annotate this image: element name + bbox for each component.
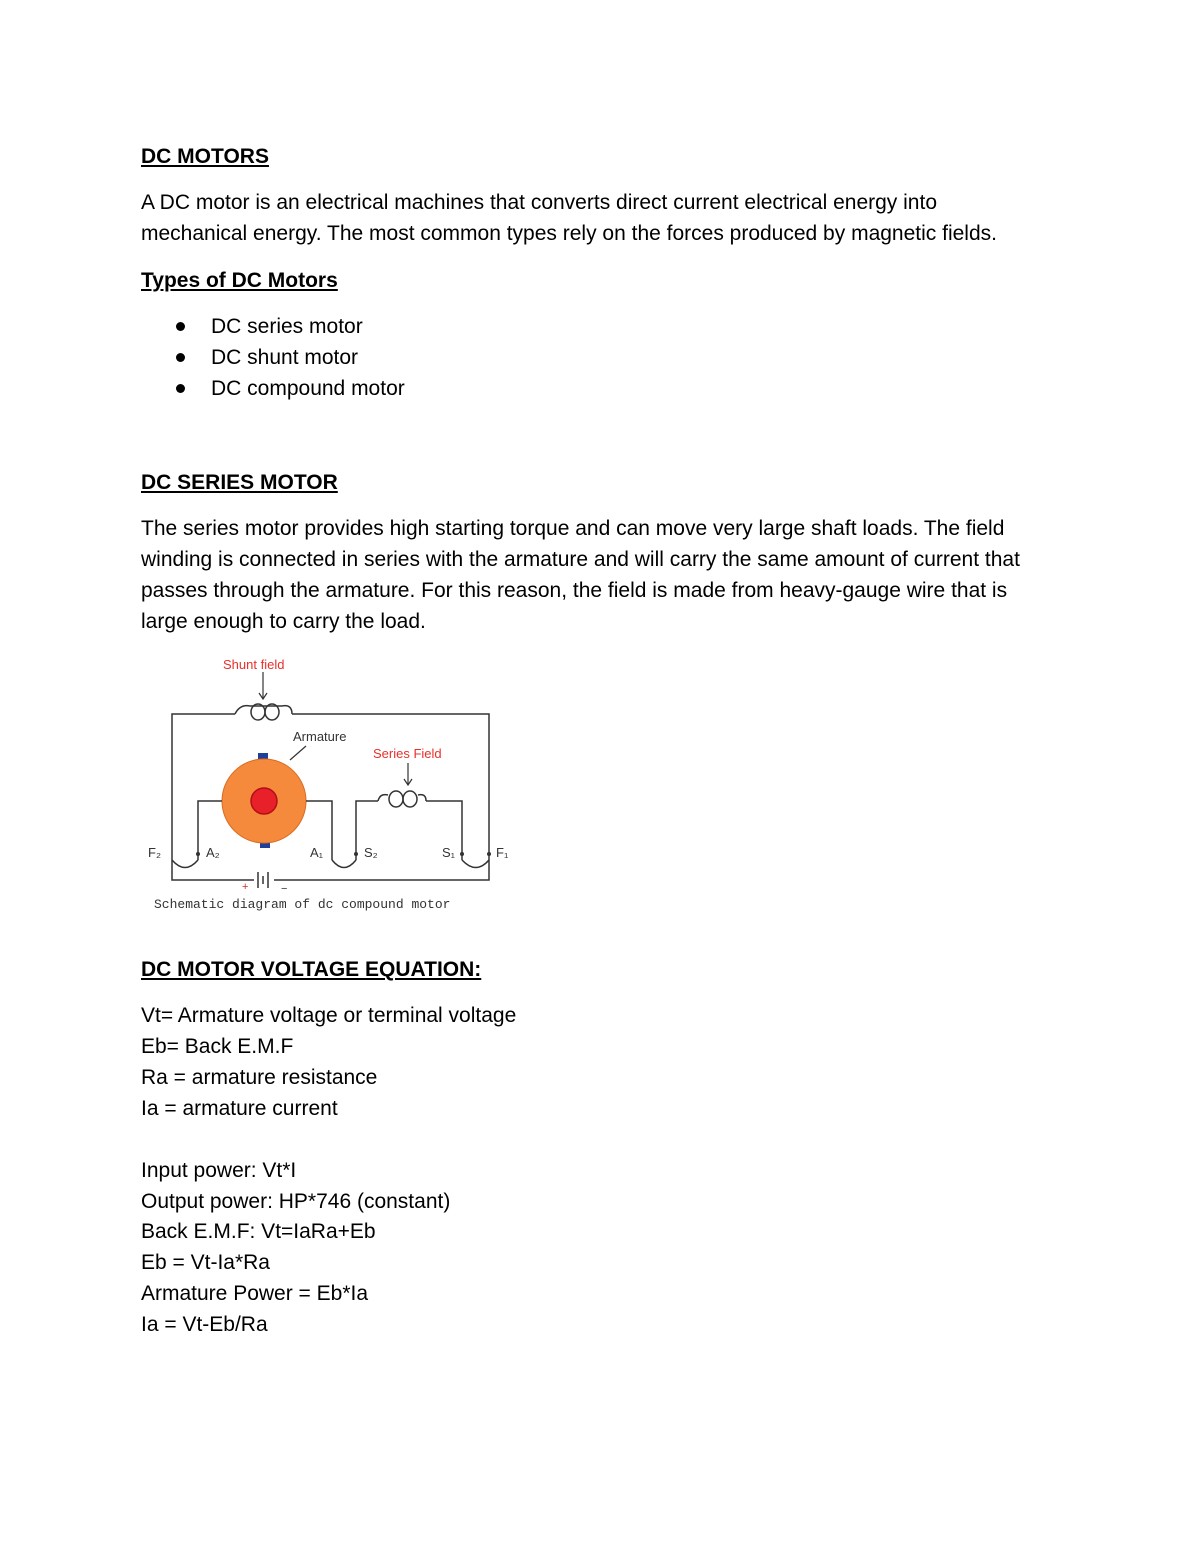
list-item-text: DC shunt motor <box>211 346 359 369</box>
definition-ia: Ia = armature current <box>141 1097 338 1120</box>
battery-minus: − <box>281 883 288 895</box>
list-item-text: DC series motor <box>211 315 363 338</box>
terminal-s1: S₁ <box>442 845 456 860</box>
armature-label: Armature <box>293 729 347 744</box>
terminal-dot <box>196 852 200 856</box>
compound-motor-diagram <box>140 650 520 925</box>
series-paragraph-line-3: passes through the armature. For this reason, the field is made from heavy-gauge wire that is <box>141 579 1008 602</box>
definition-eb: Eb= Back E.M.F <box>141 1035 294 1058</box>
terminal-f2: F₂ <box>148 845 161 860</box>
heading-dc-motors: DC MOTORS <box>141 145 269 168</box>
schematic-svg <box>140 650 520 920</box>
diagram-caption: Schematic diagram of dc compound motor <box>154 897 451 912</box>
intro-paragraph-line-2: mechanical energy. The most common types rely on the forces produced by magnetic fields. <box>141 222 997 245</box>
terminal-a2: A₂ <box>206 845 220 860</box>
shunt-field-label: Shunt field <box>223 657 285 672</box>
battery-icon <box>254 870 274 890</box>
intro-paragraph-line-1: A DC motor is an electrical machines that converts direct current electrical energy into <box>141 191 938 214</box>
bullet-icon <box>176 322 185 331</box>
formula-output-power: Output power: HP*746 (constant) <box>141 1190 451 1213</box>
bullet-icon <box>176 353 185 362</box>
armature-core <box>251 788 277 814</box>
formula-armature-power: Armature Power = Eb*Ia <box>141 1282 369 1305</box>
heading-types-of-dc-motors: Types of DC Motors <box>141 269 338 292</box>
definition-ra: Ra = armature resistance <box>141 1066 378 1089</box>
series-paragraph-line-4: large enough to carry the load. <box>141 610 426 633</box>
bullet-icon <box>176 384 185 393</box>
terminal-f1: F₁ <box>496 845 509 860</box>
terminal-dot <box>354 852 358 856</box>
list-item-text: DC compound motor <box>211 377 405 400</box>
heading-voltage-equation: DC MOTOR VOLTAGE EQUATION: <box>141 958 482 981</box>
formula-ia: Ia = Vt-Eb/Ra <box>141 1313 268 1336</box>
armature-pointer <box>290 746 306 760</box>
formula-back-emf: Back E.M.F: Vt=IaRa+Eb <box>141 1220 376 1243</box>
link-a1-s2 <box>332 860 356 868</box>
formula-eb: Eb = Vt-Ia*Ra <box>141 1251 270 1274</box>
link-s1-f1 <box>462 860 489 868</box>
definition-vt: Vt= Armature voltage or terminal voltage <box>141 1004 517 1027</box>
terminal-a1: A₁ <box>310 845 324 860</box>
battery-plus: + <box>242 881 249 893</box>
formula-input-power: Input power: Vt*I <box>141 1159 297 1182</box>
terminal-dot <box>460 852 464 856</box>
series-paragraph-line-1: The series motor provides high starting torque and can move very large shaft loads. The field <box>141 517 1005 540</box>
series-coil-icon <box>378 791 426 807</box>
wire-bottom-left <box>172 860 256 880</box>
terminal-dot <box>487 852 491 856</box>
heading-dc-series-motor: DC SERIES MOTOR <box>141 471 338 494</box>
terminal-s2: S₂ <box>364 845 378 860</box>
series-paragraph-line-2: winding is connected in series with the armature and will carry the same amount of current that <box>141 548 1020 571</box>
link-f2-a2 <box>172 860 198 868</box>
series-field-label: Series Field <box>373 746 442 761</box>
